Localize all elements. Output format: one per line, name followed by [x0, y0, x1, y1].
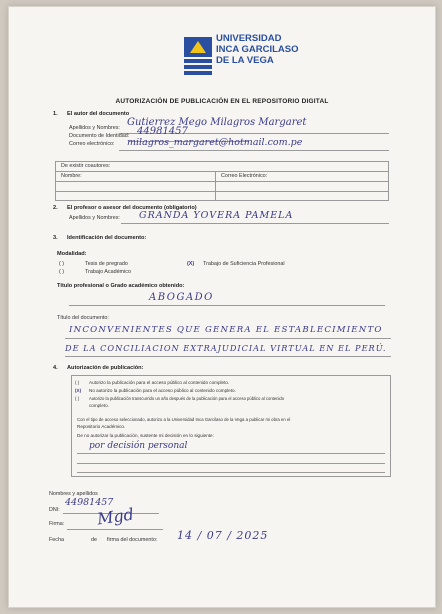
logo-line3: DE LA VEGA: [216, 55, 274, 66]
coauthors-row-divider: [55, 191, 389, 192]
auth-reason-line: [77, 453, 385, 454]
author-email-value: milagros_margaret@hotmail.com.pe: [127, 137, 303, 148]
coauthors-col-divider: [215, 171, 216, 201]
footer-date-value: 14 / 07 / 2025: [177, 529, 269, 542]
section4-heading: Autorización de publicación:: [67, 365, 144, 371]
document-title-line1: INCONVENIENTES QUE GENERA EL ESTABLECIMIENTO: [69, 325, 383, 335]
document-page: [8, 6, 436, 608]
modality-thesis-label: Tesis de pregrado: [85, 261, 128, 267]
modalidad-label: Modalidad:: [57, 251, 87, 257]
auth-reason-line: [77, 472, 385, 473]
author-names-label: Apellidos y Nombres:: [69, 125, 120, 131]
author-email-line: [119, 150, 389, 151]
auth-paragraph-1a: Con el tipo de acceso seleccionado, autorizo a la Universidad Inca Garcilaso de la Vega a publicar mi obra en el: [77, 417, 291, 422]
author-id-value: 44981457: [137, 126, 188, 137]
university-emblem-icon: [184, 37, 212, 75]
advisor-names-value: GRANDA YOVERA PAMELA: [139, 210, 294, 221]
author-email-label: Correo electrónico:: [69, 141, 115, 147]
coauthors-row-divider: [55, 171, 389, 172]
footer-date-label-c: firma del documento:: [107, 537, 158, 543]
document-title-line2: DE LA CONCILIACION EXTRAJUDICIAL VIRTUAL EN EL PERÚ.: [65, 343, 387, 353]
auth-opt1-label: Autorizo la publicación para el acceso público al contenido completo.: [89, 380, 230, 385]
auth-opt3-label-a: Autorizo la publicación transcurrido un año después de la publicación para el acceso público al contenido: [89, 396, 285, 401]
author-id-label: Documento de Identidad:: [69, 133, 130, 139]
footer-firma-line: [67, 529, 163, 530]
modality-thesis-checkbox[interactable]: ( ): [59, 261, 65, 267]
signature: Mgd: [95, 504, 136, 529]
section1-number: 1.: [53, 111, 58, 117]
author-names-value: Gutierrez Mego Milagros Margaret: [127, 117, 307, 128]
document-title-line2-rule: [65, 356, 391, 357]
footer-date-label-b: de: [91, 537, 97, 543]
coauthors-col-email: Correo Electrónico:: [221, 173, 268, 179]
footer-firma-label: Firma:: [49, 521, 65, 527]
advisor-names-label: Apellidos y Nombres:: [69, 215, 120, 221]
footer-dni-label: DNI:: [49, 507, 60, 513]
document-title: AUTORIZACIÓN DE PUBLICACIÓN EN EL REPOSITORIO DIGITAL: [115, 98, 329, 105]
section4-number: 4.: [53, 365, 58, 371]
auth-opt3-label-b: completo.: [89, 403, 109, 408]
degree-line: [69, 305, 385, 306]
logo-line1: UNIVERSIDAD: [216, 33, 282, 44]
section3-heading: Identificación del documento:: [67, 235, 147, 241]
section2-number: 2.: [53, 205, 58, 211]
auth-opt2-label: No autorizo la publicación para el acceso público al contenido completo.: [89, 388, 236, 393]
coauthors-col-name: Nombre:: [61, 173, 82, 179]
modality-tsp-checkbox[interactable]: (X): [187, 261, 195, 267]
section2-heading: El profesor o asesor del documento (obligatorio): [67, 205, 197, 211]
university-logo: [184, 33, 299, 79]
section1-heading: El autor del documento: [67, 111, 130, 117]
modality-tsp-label: Trabajo de Suficiencia Profesional: [203, 261, 285, 267]
coauthors-row-divider: [55, 181, 389, 182]
coauthors-heading: De existir coautores:: [61, 163, 111, 169]
degree-value: ABOGADO: [149, 292, 214, 303]
auth-reason-line: [77, 463, 385, 464]
auth-opt2-checkbox[interactable]: (X): [75, 388, 82, 393]
auth-paragraph-1b: Repositorio Académico.: [77, 424, 126, 429]
auth-paragraph-2: De no autorizar la publicación, sustente mi decisión en lo siguiente:: [77, 433, 214, 438]
modality-academic-label: Trabajo Académico: [85, 269, 131, 275]
auth-opt1-checkbox[interactable]: ( ): [75, 380, 80, 385]
advisor-names-line: [121, 223, 389, 224]
auth-opt3-checkbox[interactable]: ( ): [75, 396, 80, 401]
footer-names-label: Nombres y apellidos: [49, 491, 98, 497]
footer-date-label-a: Fecha: [49, 537, 64, 543]
modality-academic-checkbox[interactable]: ( ): [59, 269, 65, 275]
document-title-line1-rule: [65, 338, 391, 339]
document-title-label: Título del documento:: [57, 315, 109, 321]
logo-line2: INCA GARCILASO: [216, 44, 299, 55]
section3-number: 3.: [53, 235, 58, 241]
degree-label: Título profesional o Grado académico obtenido:: [57, 283, 185, 289]
footer-dni-value: 44981457: [65, 497, 114, 508]
auth-reason-value: por decisión personal: [89, 441, 188, 451]
